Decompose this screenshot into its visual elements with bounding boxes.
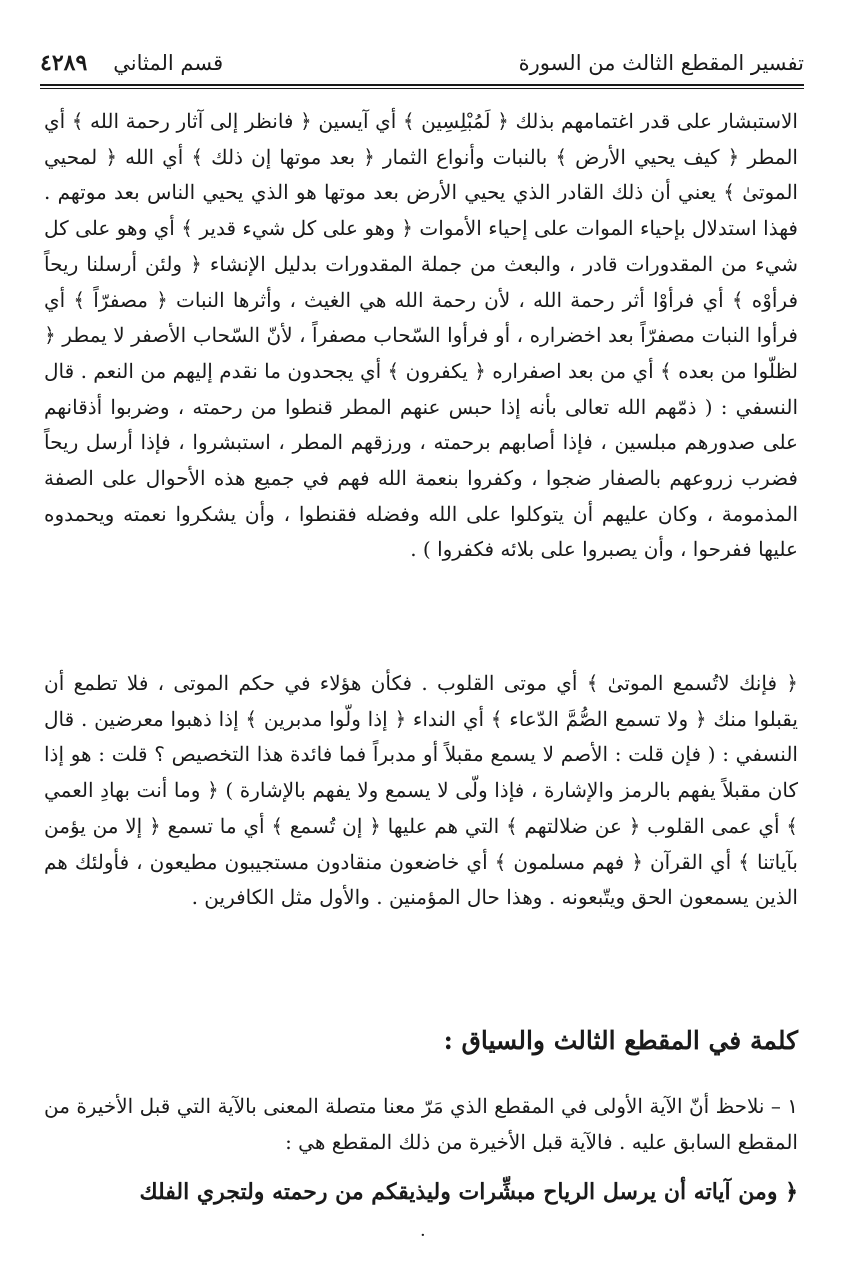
header-rule-thin — [40, 88, 804, 89]
commentary-paragraph-3: ١ – نلاحظ أنّ الآية الأولى في المقطع الذي مَرّ معنا متصلة المعنى بالآية التي قبل الأخيرة من المقطع السابق عليه . فالآية قبل الأخيرة من ذلك المقطع هي : — [44, 1094, 798, 1154]
commentary-paragraph-1: الاستبشار على قدر اغتمامهم بذلك ﴿ لَمُبْلِسِين ﴾ أي آيسين ﴿ فانظر إلى آثار رحمة الله ﴾ أي المطر ﴿ كيف يحيي الأرض ﴾ بالنبات وأنواع الثمار ﴿ بعد موتها إن ذلك ﴾ أي الله ﴿ لمحيي الموتىٰ ﴾ يعني أن ذلك القادر الذي يحيي الأرض بعد موتها هو الذي يحيي الناس بعد موتهم . فهذا استدلال بإحياء الموات على إحياء الأموات ﴿ وهو على كل شيء قدير ﴾ أي وهو على كل شيء من المقدورات قادر ، والبعث من جملة المقدورات بدليل الإنشاء ﴿ ولئن أرسلنا ريحاً فرأوْه ﴾ أي فرأوْا أثر رحمة الله ، لأن رحمة الله هي الغيث ، وأثرها النبات ﴿ مصفرّاً ﴾ أي فرأوا النبات مصفرّاً بعد اخضراره ، أو فرأوا السّحاب مصفراً ، لأنّ السّحاب الأصفر لا يمطر ﴿ لظلّوا من بعده ﴾ أي من بعد اصفراره ﴿ يكفرون ﴾ أي يجحدون ما نقدم إليهم من النعم . قال النسفي : ( ذمّهم الله تعالى بأنه إذا حبس عنهم المطر قنطوا من رحمته ، وضربوا أذقانهم على صدورهم مبلسين ، فإذا أصابهم برحمته ، ورزقهم المطر ، استبشروا ، فإذا أرسل ريحاً فضرب زروعهم بالصفار ضجوا ، وكفروا بنعمة الله فهم في جميع هذه الأحوال على الصفة المذمومة ، وكان عليهم أن يتوكلوا على الله وفضله فقنطوا ، وأن يشكروا نعمته ويحمدوه عليها ففرحوا ، وأن يصبروا على بلائه فكفروا ) . — [44, 109, 799, 562]
header-section: قسم المثاني — [113, 51, 224, 75]
section-heading: كلمة في المقطع الثالث والسياق : — [443, 1026, 798, 1055]
header-left-group — [40, 50, 223, 76]
header-title: تفسير المقطع الثالث من السورة — [518, 51, 804, 75]
running-header — [40, 44, 804, 82]
page-number: ٤٢٨٩ — [40, 50, 88, 76]
commentary-paragraph-2: ﴿ فإنك لاتُسمع الموتىٰ ﴾ أي موتى القلوب . فكأن هؤلاء في حكم الموتى ، فلا تطمع أن يقبلوا منك ﴿ ولا تسمع الصُّمَّ الدّعاء ﴾ أي النداء ﴿ إذا ولّوا مدبرين ﴾ إذا ذهبوا معرضين . قال النسفي : ( فإن قلت : الأصم لا يسمع مقبلاً أو مدبراً فما فائدة هذا التخصيص ؟ قلت : هو إذا كان مقبلاً يفهم بالرمز والإشارة ، فإذا ولّى لا يسمع ولا يفهم بالإشارة ) ﴿ وما أنت بهادِ العمي ﴾ أي عمى القلوب ﴿ عن ضلالتهم ﴾ التي هم عليها ﴿ إن تُسمع ﴾ أي ما تسمع ﴿ إلا من يؤمن بآياتنا ﴾ أي القرآن ﴿ فهم مسلمون ﴾ أي خاضعون منقادون مستجيبون مطيعون ، فأولئك هم الذين يسمعون الحق ويتّبعونه . وهذا حال المؤمنين . والأول مثل الكافرين . — [44, 671, 798, 910]
header-rule — [40, 84, 804, 86]
quran-verse-line: ﴿ ومن آياته أن يرسل الرياح مبشِّرات وليذيقكم من رحمته ولتجري الفلك — [139, 1179, 798, 1205]
footer-mark: · — [420, 1225, 426, 1246]
